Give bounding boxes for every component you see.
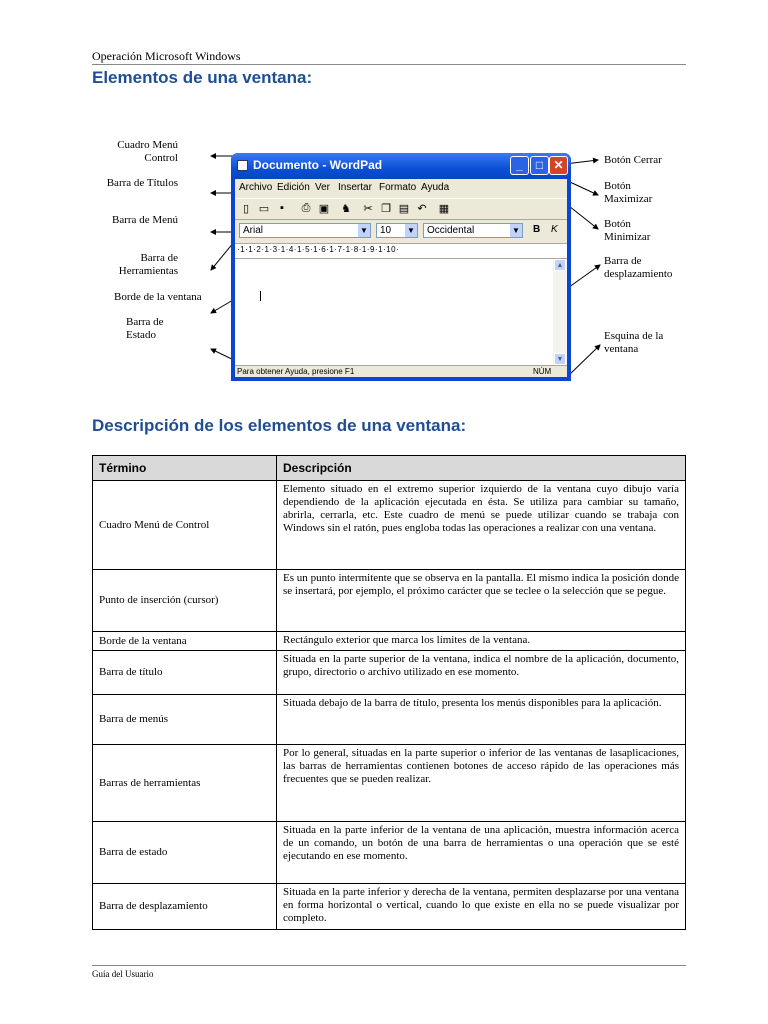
document-area[interactable] <box>235 259 553 365</box>
chevron-down-icon[interactable]: ▼ <box>510 224 522 237</box>
undo-icon[interactable]: ↶ <box>417 203 427 215</box>
new-icon[interactable]: ▯ <box>242 203 250 215</box>
ruler <box>235 243 567 259</box>
close-button[interactable]: ✕ <box>549 156 568 175</box>
table-row <box>93 695 686 745</box>
label-window-corner: Esquina de la ventana <box>604 330 664 355</box>
description-cell: Situada en la parte inferior de la ventana de una aplicación, muestra información acerca de un comando, un botón de una barra de herramientas o una operación que se esté ejecutando en ese momento. <box>277 822 686 884</box>
script-value: Occidental <box>427 225 475 236</box>
term-cell: Punto de inserción (cursor) <box>93 570 277 632</box>
font-name-select[interactable] <box>239 223 371 238</box>
title-bar[interactable] <box>231 153 571 179</box>
format-toolbar <box>235 220 567 242</box>
term-cell: Borde de la ventana <box>93 632 277 651</box>
table-row <box>93 481 686 570</box>
font-size-select[interactable] <box>376 223 418 238</box>
term-cell: Barra de menús <box>93 695 277 745</box>
table-row <box>93 632 686 651</box>
label-close-button: Botón Cerrar <box>604 154 662 166</box>
datetime-icon[interactable]: ▦ <box>438 203 450 215</box>
copy-icon[interactable]: ❐ <box>381 203 391 215</box>
term-cell: Barra de título <box>93 651 277 695</box>
insertion-cursor <box>260 291 261 301</box>
ruler-scale: ·1·1·2·1·3·1·4·1·5·1·6·1·7·1·8·1·9·1·10· <box>237 245 400 254</box>
arrow-corner <box>568 345 600 376</box>
bold-icon[interactable]: B <box>533 224 541 235</box>
menu-ver[interactable]: Ver <box>315 182 331 193</box>
label-window-border: Borde de la ventana <box>114 291 202 303</box>
font-size-value: 10 <box>380 225 392 236</box>
label-status-bar: Barra de Estado <box>126 316 164 341</box>
section-title-description: Descripción de los elementos de una ventana: <box>92 416 467 435</box>
maximize-button[interactable]: □ <box>530 156 549 175</box>
cut-icon[interactable]: ✂ <box>363 203 373 215</box>
label-menu-bar: Barra de Menú <box>112 214 178 226</box>
menu-edicion[interactable]: Edición <box>277 182 310 193</box>
control-menu-icon[interactable] <box>237 160 248 171</box>
table-row <box>93 884 686 930</box>
menu-insertar[interactable]: Insertar <box>338 182 372 193</box>
term-cell: Barra de desplazamiento <box>93 884 277 930</box>
italic-icon[interactable]: K <box>551 224 558 235</box>
description-cell: Situada en la parte inferior y derecha de la ventana, permiten desplazarse por una ventana en forma horizontal o vertical, cuando lo que existe en ella no se puede visualizar por completo. <box>277 884 686 930</box>
minimize-button[interactable]: _ <box>510 156 529 175</box>
label-scrollbar: Barra de desplazamiento <box>604 255 673 280</box>
print-icon[interactable]: ⎙ <box>301 202 311 214</box>
label-minimize-button: Botón Minimizar <box>604 218 651 243</box>
term-cell: Cuadro Menú de Control <box>93 481 277 570</box>
open-icon[interactable]: ▭ <box>258 203 270 215</box>
standard-toolbar <box>235 198 567 220</box>
term-cell: Barras de herramientas <box>93 745 277 822</box>
preview-icon[interactable]: ▣ <box>318 203 330 215</box>
label-maximize-button: Botón Maximizar <box>604 180 653 205</box>
chevron-down-icon[interactable]: ▼ <box>358 224 370 237</box>
description-cell: Rectángulo exterior que marca los límites de la ventana. <box>277 632 686 651</box>
term-cell: Barra de estado <box>93 822 277 884</box>
arrow-border <box>211 300 233 313</box>
label-toolbar: Barra de Herramientas <box>118 252 178 277</box>
find-icon[interactable]: ♞ <box>341 203 351 215</box>
script-select[interactable] <box>423 223 523 238</box>
table-row <box>93 570 686 632</box>
menu-ayuda[interactable]: Ayuda <box>421 182 450 193</box>
table-row <box>93 745 686 822</box>
status-bar <box>235 365 567 378</box>
section-title-elements: Elementos de una ventana: <box>92 68 313 87</box>
client-area <box>235 179 567 377</box>
chevron-down-icon[interactable]: ▼ <box>405 224 417 237</box>
footer-rule <box>92 965 686 966</box>
paste-icon[interactable]: ▤ <box>398 203 410 215</box>
description-cell: Por lo general, situadas en la parte superior o inferior de las ventanas de lasaplicaciones, las barras de herramientas contienen botones de acceso rápido de las operaciones más frecuentes que se pueden realizar. <box>277 745 686 822</box>
label-title-bar: Barra de Títulos <box>106 177 178 189</box>
table-row <box>93 651 686 695</box>
label-control-menu: Cuadro Menú Control <box>117 139 178 164</box>
running-header: Operación Microsoft Windows <box>92 49 241 63</box>
window-title: Documento - WordPad <box>253 158 383 172</box>
menu-archivo[interactable]: Archivo <box>239 182 273 193</box>
scroll-up-icon[interactable]: ▲ <box>554 259 566 271</box>
menu-bar <box>235 179 567 197</box>
header-term: Término <box>93 456 277 481</box>
vertical-scrollbar[interactable] <box>553 259 567 365</box>
menu-formato[interactable]: Formato <box>379 182 417 193</box>
description-cell: Elemento situado en el extremo superior izquierdo de la ventana cuyo dibujo varía dependiendo de la aplicación ejecutada en ésta. Se utiliza para cambiar su tamaño, abrirla, cerrarla, etc. Este cuadro de menú se puede utilizar cuando se trabaja con Windows sin el ratón, pues engloba todas las operaciones a realizar con una ventana. <box>277 481 686 570</box>
description-cell: Es un punto intermitente que se observa en la pantalla. El mismo indica la posición donde se insertará, por ejemplo, el próximo carácter que se teclee o la selección que se pegue. <box>277 570 686 632</box>
description-table <box>92 455 686 930</box>
header-description: Descripción <box>277 456 686 481</box>
description-cell: Situada debajo de la barra de título, presenta los menús disponibles para la aplicación. <box>277 695 686 745</box>
table-row <box>93 822 686 884</box>
footer-text: Guía del Usuario <box>92 969 154 979</box>
font-name-value: Arial <box>243 225 264 236</box>
scroll-down-icon[interactable]: ▼ <box>554 353 566 365</box>
status-text: Para obtener Ayuda, presione F1 <box>237 367 355 376</box>
wordpad-window <box>231 153 571 381</box>
save-icon[interactable]: ▪ <box>280 202 284 214</box>
description-cell: Situada en la parte superior de la ventana, indica el nombre de la aplicación, documento, grupo, directorio o archivo utilizado en ese momento. <box>277 651 686 695</box>
status-num: NÚM <box>533 367 552 376</box>
